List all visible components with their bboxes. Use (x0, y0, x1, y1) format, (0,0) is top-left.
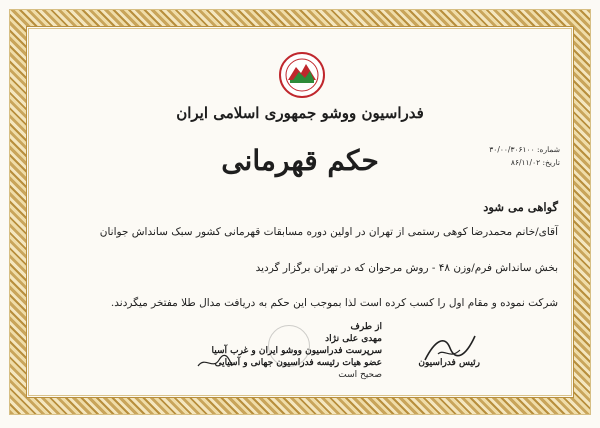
left-signatory (211, 322, 382, 382)
reference-number-label: شماره: (537, 145, 560, 154)
president-title: رئیس فدراسیون (418, 358, 480, 368)
reference-date (470, 158, 560, 167)
reference-date-label: تاریخ: (542, 158, 560, 167)
signatory-extra: صحیح است (338, 370, 382, 380)
left-signature-icon (195, 352, 235, 372)
reference-block (470, 145, 560, 171)
right-signatory (400, 358, 480, 368)
signatory-name: مهدی علی نژاد (325, 334, 382, 344)
reference-number-value: ۳۰/۰۰/۳۰۶۱۰۰ (489, 145, 535, 154)
signatory-member: عضو هیات رئیسه فدراسیون جهانی و آسیایی (214, 358, 382, 368)
federation-title: فدراسیون ووشو جمهوری اسلامی ایران (176, 104, 424, 122)
certificate-title: حکم قهرمانی (221, 144, 379, 177)
federation-logo-icon (279, 52, 325, 98)
role-prefix: سرپرست (345, 346, 382, 356)
reference-number (470, 145, 560, 154)
reference-date-value: ۸۶/۱۱/۰۲ (510, 158, 541, 167)
body-line-2: آقای/خانم محمدرضا کوهی رستمی از تهران در اولین دوره مسابقات قهرمانی کشور سبک سانداش جوانان (99, 226, 558, 238)
signatory-role (211, 346, 382, 356)
role-text: فدراسیون ووشو ایران و غرب آسیا (211, 346, 343, 356)
body-line-1: گواهی می شود (483, 200, 558, 214)
from-label: از طرف (350, 322, 382, 332)
body-line-3: بخش سانداش فرم/وزن ۴۸ - روش مرحوان که در تهران برگزار گردید (255, 262, 558, 274)
body-line-4: شرکت نموده و مقام اول را کسب کرده است لذا بموجب این حکم به دریافت مدال طلا مفتخر میگردند. (110, 297, 558, 309)
